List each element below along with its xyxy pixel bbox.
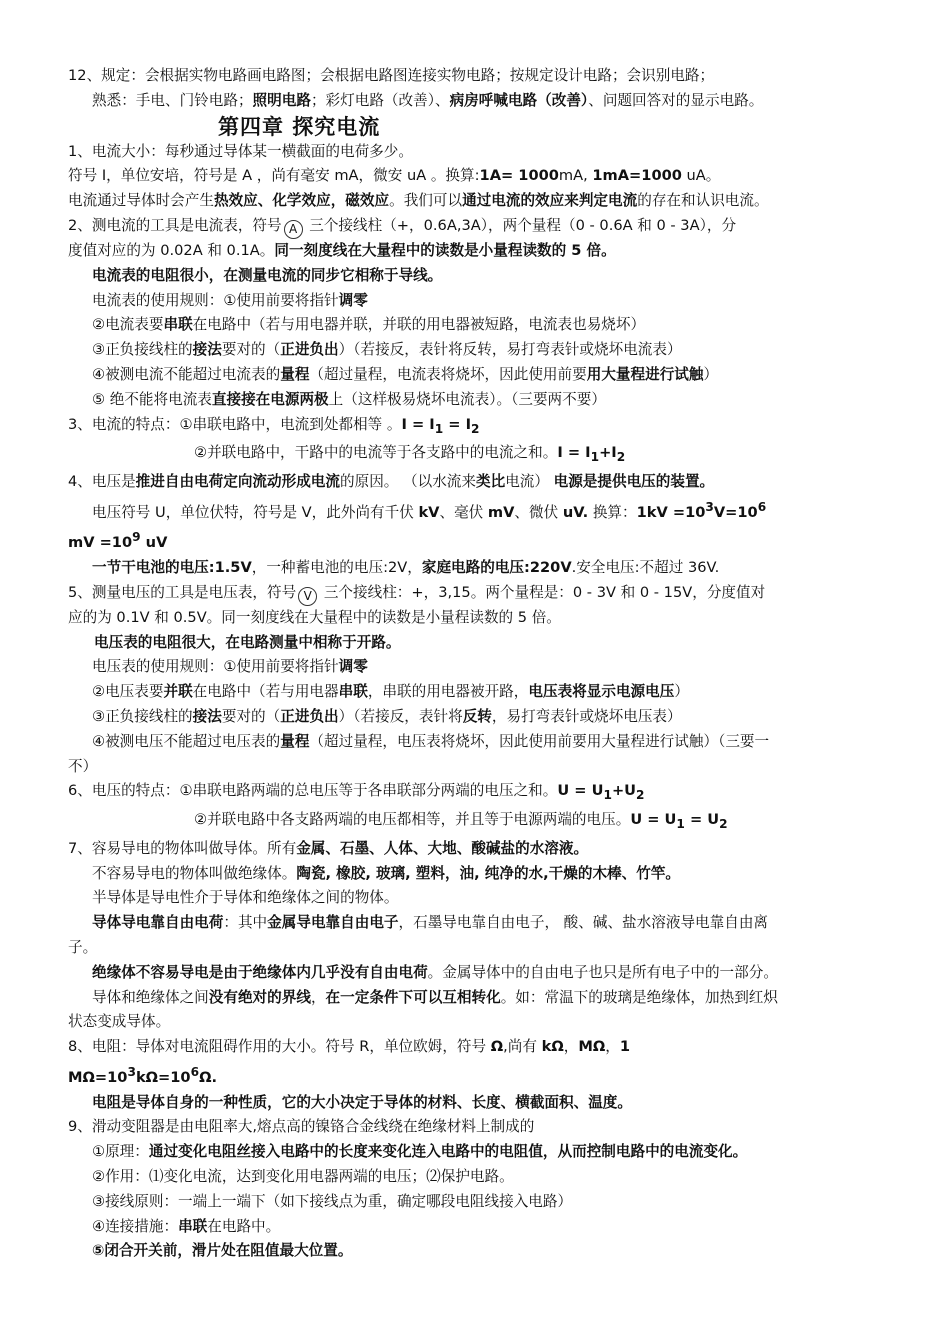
text-segment: 要对的（ <box>221 341 281 359</box>
text-segment: = U <box>684 811 720 829</box>
text-segment: （超过量程，电压表将烧坏，因此使用前要用大量程进行试触）（三要一 <box>309 732 770 750</box>
text-segment: ） <box>674 683 689 701</box>
text-segment: ⑤ 绝不能将电流表 <box>92 390 212 408</box>
text-line <box>68 189 890 214</box>
text-segment: ，一种蓄电池的电压:2V， <box>251 559 422 577</box>
text-segment: 电流） <box>505 472 554 490</box>
text-segment: 量程 <box>280 365 310 383</box>
text-segment: 7、容易导电的物体叫做导体。所有 <box>68 839 297 857</box>
text-segment: 、微伏 <box>514 503 563 521</box>
text-segment: 第四章 探究电流 <box>218 114 381 139</box>
text-line <box>68 495 890 526</box>
text-segment: 半导体是导电性介于导体和绝缘体之间的物体。 <box>92 889 399 907</box>
text-segment: uV <box>140 534 168 552</box>
text-segment: ， <box>563 1038 579 1056</box>
text-line <box>68 338 890 363</box>
text-segment: 电压表将显示电源电压 <box>528 683 675 701</box>
text-line <box>68 1190 890 1215</box>
text-segment: ，石墨导电靠自由电子， 酸、碱、盐水溶液导电靠自由离 <box>398 914 769 932</box>
text-segment: 在电路中（若与用电器 <box>192 683 339 701</box>
text-line <box>68 1035 890 1060</box>
text-segment: ， <box>605 1038 620 1056</box>
text-segment: mA, <box>558 167 593 185</box>
text-line <box>68 556 890 581</box>
text-segment: 8、电阻：导体对电流阻碍作用的大小。符号 R，单位欧姆，符号 <box>68 1038 491 1056</box>
text-line <box>68 470 890 495</box>
text-segment: 串联 <box>163 316 193 334</box>
text-segment: 电压表的使用规则：①使用前要将指针 <box>92 658 339 676</box>
text-segment: ③正负接线柱的 <box>92 341 193 359</box>
text-segment: 串联 <box>178 1217 208 1235</box>
text-segment: 金属、石墨、人体、大地、酸碱盐的水溶液。 <box>296 839 589 857</box>
chapter-heading <box>68 114 890 140</box>
text-line <box>68 140 890 165</box>
text-segment: 电流表的使用规则：①使用前要将指针 <box>92 291 339 309</box>
text-segment: 6、电压的特点：①串联电路两端的总电压等于各串联部分两端的电压之和。 <box>68 782 558 800</box>
text-line <box>68 264 890 289</box>
text-line <box>68 239 890 264</box>
text-segment: 通过变化电阻丝接入电路中的长度来变化连入电路中的电阻值，从而控制电路中的电流变化。 <box>148 1143 748 1161</box>
text-line <box>68 936 890 961</box>
text-segment: 绝缘体不容易导电是由于绝缘体内几乎没有自由电荷 <box>92 963 428 981</box>
text-segment: 1 <box>590 450 600 465</box>
text-segment: 电流表的电阻很小，在测量电流的同步它相称于导线。 <box>92 266 443 284</box>
text-segment: 2 <box>616 450 626 465</box>
text-segment: 调零 <box>338 658 368 676</box>
text-segment: 6 <box>190 1065 200 1080</box>
text-line <box>68 1165 890 1190</box>
text-line <box>68 388 890 413</box>
text-segment: 1 <box>676 817 685 832</box>
text-segment: kΩ=10 <box>135 1068 191 1086</box>
text-segment: 、问题回答对的显示电路。 <box>588 91 764 109</box>
text-segment: kV <box>418 503 440 521</box>
text-segment: ③正负接线柱的 <box>92 708 193 726</box>
text-segment: ②电压表要 <box>92 683 164 701</box>
text-segment: 符号 I，单位安培，符号是 A ，尚有毫安 mA，微安 uA 。换算: <box>68 167 480 185</box>
text-segment: 直接接在电源两极 <box>211 390 329 408</box>
text-segment: 接法 <box>192 341 222 359</box>
text-segment: 度值对应的为 0.02A 和 0.1A。 <box>68 241 275 259</box>
text-segment: 3、电流的特点：①串联电路中，电流到处都相等 。 <box>68 415 402 433</box>
text-segment: 的存在和认识电流。 <box>637 192 769 210</box>
text-line <box>68 525 890 556</box>
text-segment: 。如：常温下的玻璃是绝缘体，加热到红炽 <box>500 988 778 1006</box>
text-line <box>68 730 890 755</box>
text-segment: ） <box>703 365 719 383</box>
text-segment: ）（若接反，表针将反转，易打弯表针或烧坏电流表） <box>338 341 682 359</box>
text-segment: 上（这样极易烧坏电流表）。（三要两不要） <box>328 390 606 408</box>
text-segment: 。金属导体中的自由电子也只是所有电子中的一部分。 <box>427 963 778 981</box>
text-segment: ④被测电流不能超过电流表的 <box>92 365 281 383</box>
text-segment: 电流通过导体时会产生 <box>68 192 214 210</box>
text-line <box>68 1115 890 1140</box>
text-segment: I = I <box>557 444 591 462</box>
text-segment: ②作用：⑴变化电流，达到变化用电器两端的电压；⑵保护电路。 <box>92 1168 514 1186</box>
text-line <box>68 1010 890 1035</box>
text-segment: Ω <box>490 1038 504 1056</box>
text-segment: +U <box>611 782 637 800</box>
text-line <box>68 986 890 1011</box>
text-segment: 电压表的电阻很大，在电路测量中相称于开路。 <box>94 633 401 651</box>
text-line <box>68 705 890 730</box>
text-line <box>68 363 890 388</box>
text-segment: 金属导电靠自由电子 <box>267 914 399 932</box>
text-segment: I = I <box>401 415 435 433</box>
text-segment: ，易打弯表针或烧坏电压表） <box>491 708 682 726</box>
text-line <box>68 961 890 986</box>
text-segment: 三个接线柱（+，0.6A,3A），两个量程（0 - 0.6A 和 0 - 3A），分 <box>304 216 737 234</box>
text-segment: 2 <box>471 421 480 436</box>
text-segment: uV. <box>562 503 589 521</box>
text-segment: 在一定条件下可以互相转化 <box>325 988 501 1006</box>
text-segment: 子。 <box>68 939 98 957</box>
text-segment: 2 <box>719 817 728 832</box>
text-segment: 应的为 0.1V 和 0.5V。同一刻度线在大量程中的读数是小量程读数的 5 倍。 <box>68 608 561 626</box>
text-line <box>68 837 890 862</box>
text-line <box>68 631 890 656</box>
text-segment: mV <box>487 503 515 521</box>
text-segment: 3 <box>127 1065 136 1080</box>
text-segment: 并联 <box>163 683 193 701</box>
text-line <box>68 164 890 189</box>
text-line <box>68 886 890 911</box>
text-segment: 没有绝对的界线 <box>208 988 311 1006</box>
text-segment: 3 <box>705 499 714 514</box>
text-segment: 热效应、化学效应，磁效应 <box>213 192 390 210</box>
text-segment: 的原因。 （以水流来 <box>340 472 476 490</box>
text-segment: 不容易导电的物体叫做绝缘体。 <box>92 864 297 882</box>
text-segment: 1A= 1000 <box>479 167 559 185</box>
text-line <box>68 581 890 606</box>
text-segment: ②并联电路中各支路两端的电压都相等，并且等于电源两端的电压。 <box>194 811 631 829</box>
text-segment: 电阻是导体自身的一种性质，它的大小决定于导体的材料、长度、横截面积、温度。 <box>92 1093 632 1111</box>
text-segment: U = U <box>630 811 677 829</box>
text-segment: 1、电流大小：每秒通过导体某一横截面的电荷多少。 <box>68 142 413 160</box>
text-segment: MΩ=10 <box>68 1068 128 1086</box>
text-segment: 导体和绝缘体之间 <box>92 988 209 1006</box>
text-line <box>68 1215 890 1240</box>
text-segment: 量程 <box>280 732 310 750</box>
text-segment: +I <box>599 444 617 462</box>
text-segment: 9、滑动变阻器是由电阻率大,熔点高的镍铬合金线绕在绝缘材料上制成的 <box>68 1118 535 1136</box>
text-segment: 用大量程进行试触 <box>586 365 704 383</box>
text-segment: 反转 <box>462 708 492 726</box>
text-segment: 通过电流的效应来判定电流 <box>462 192 638 210</box>
text-segment: ， <box>310 988 326 1006</box>
text-line <box>68 89 890 114</box>
text-segment: ④被测电压不能超过电压表的 <box>92 732 281 750</box>
text-line <box>68 911 890 936</box>
text-segment: 电源是提供电压的装置。 <box>553 472 715 490</box>
text-segment: 三个接线柱：+，3,15。两个量程是：0 - 3V 和 0 - 15V，分度值对 <box>319 583 766 601</box>
text-segment: ，串联的用电器被开路， <box>367 683 529 701</box>
text-segment: ④连接措施： <box>92 1217 179 1235</box>
text-line <box>68 779 890 808</box>
text-segment: 导体导电靠自由电荷 <box>92 914 224 932</box>
text-segment: 、毫伏 <box>439 503 488 521</box>
text-segment: 陶瓷, 橡胶, 玻璃, 塑料，油, 纯净的水,干燥的木棒、竹竿。 <box>296 864 681 882</box>
text-line <box>68 1060 890 1091</box>
text-segment: V=10 <box>713 503 758 521</box>
text-segment: ,尚有 <box>503 1038 542 1056</box>
text-segment: 4、电压是 <box>68 472 136 490</box>
text-line <box>68 755 890 780</box>
text-segment: 在电路中（若与用电器并联，并联的用电器被短路，电流表也易烧坏） <box>192 316 646 334</box>
text-segment: 闭合开关前，滑片处在阻值最大位置。 <box>104 1242 353 1260</box>
text-segment: 6 <box>757 499 767 514</box>
text-segment: = I <box>443 415 472 433</box>
text-segment: 状态变成导体。 <box>68 1013 171 1031</box>
text-segment: 2、测电流的工具是电流表，符号 <box>68 216 282 234</box>
text-segment: ②并联电路中，干路中的电流等于各支路中的电流之和。 <box>194 444 558 462</box>
text-line <box>68 680 890 705</box>
text-line <box>68 655 890 680</box>
text-segment: 电压符号 U，单位伏特，符号是 V，此外尚有千伏 <box>92 503 419 521</box>
text-segment: 1 <box>619 1038 631 1056</box>
text-segment: uA。 <box>681 167 721 185</box>
text-line <box>68 808 890 837</box>
text-segment: 1mA=1000 <box>592 167 682 185</box>
text-segment: 正进负出 <box>280 341 339 359</box>
text-segment: mV =10 <box>68 534 133 552</box>
text-segment: ）（若接反，表针将 <box>338 708 463 726</box>
text-segment: 换算： <box>588 503 637 521</box>
text-segment: 病房呼喊电路（改善） <box>449 91 589 109</box>
meter-symbol-icon: A <box>284 220 303 239</box>
text-line <box>68 1091 890 1116</box>
text-segment: 接法 <box>192 708 222 726</box>
text-segment: 9 <box>132 530 141 545</box>
text-line <box>68 289 890 314</box>
text-segment: MΩ <box>578 1038 606 1056</box>
text-segment: ②电流表要 <box>92 316 164 334</box>
text-line <box>68 1239 890 1264</box>
text-segment: （超过量程，电流表将烧坏，因此使用前要 <box>309 365 587 383</box>
text-segment: kΩ <box>541 1038 564 1056</box>
text-segment: 不） <box>68 757 98 775</box>
text-segment: 推进自由电荷定向流动形成电流 <box>135 472 340 490</box>
text-line <box>68 313 890 338</box>
text-segment: ③接线原则：一端上一端下（如下接线点为重，确定哪段电阻线接入电路） <box>92 1192 573 1210</box>
text-line <box>68 441 890 470</box>
meter-symbol-icon: V <box>298 587 317 606</box>
text-segment: ；彩灯电路（改善）、 <box>310 91 450 109</box>
text-segment: 调零 <box>338 291 368 309</box>
text-segment: 要对的（ <box>221 708 281 726</box>
text-segment: 1 <box>603 788 612 803</box>
text-line <box>68 413 890 442</box>
text-line <box>68 64 890 89</box>
text-segment: 在电路中。 <box>207 1217 281 1235</box>
text-segment: Ω. <box>199 1068 218 1086</box>
text-segment: 12、规定：会根据实物电路画电路图；会根据电路图连接实物电路；按规定设计电路；会识别电路； <box>68 67 715 84</box>
text-segment: 类比 <box>475 472 506 490</box>
text-segment: U = U <box>557 782 604 800</box>
text-line <box>68 1140 890 1165</box>
text-segment: ①原理： <box>92 1143 149 1161</box>
text-segment: 熟悉：手电、门铃电路； <box>92 91 253 109</box>
text-line <box>68 214 890 239</box>
text-segment: 一节干电池的电压:1.5V <box>92 559 252 577</box>
text-segment: 正进负出 <box>280 708 339 726</box>
text-segment: 串联 <box>338 683 368 701</box>
text-segment: 5、测量电压的工具是电压表，符号 <box>68 583 297 601</box>
text-line <box>68 862 890 887</box>
text-segment: 照明电路 <box>252 91 311 109</box>
text-segment: 2 <box>636 788 645 803</box>
text-line <box>68 606 890 631</box>
text-segment: 1 <box>434 421 444 436</box>
text-segment: 1kV =10 <box>636 503 706 521</box>
text-segment: ：其中 <box>223 914 268 932</box>
text-segment: 家庭电路的电压:220V <box>421 559 572 577</box>
text-segment: 。我们可以 <box>389 192 463 210</box>
text-segment: .安全电压:不超过 36V. <box>571 559 720 577</box>
text-segment: 同一刻度线在大量程中的读数是小量程读数的 5 倍。 <box>274 241 616 259</box>
text-segment: ⑤ <box>92 1242 105 1260</box>
